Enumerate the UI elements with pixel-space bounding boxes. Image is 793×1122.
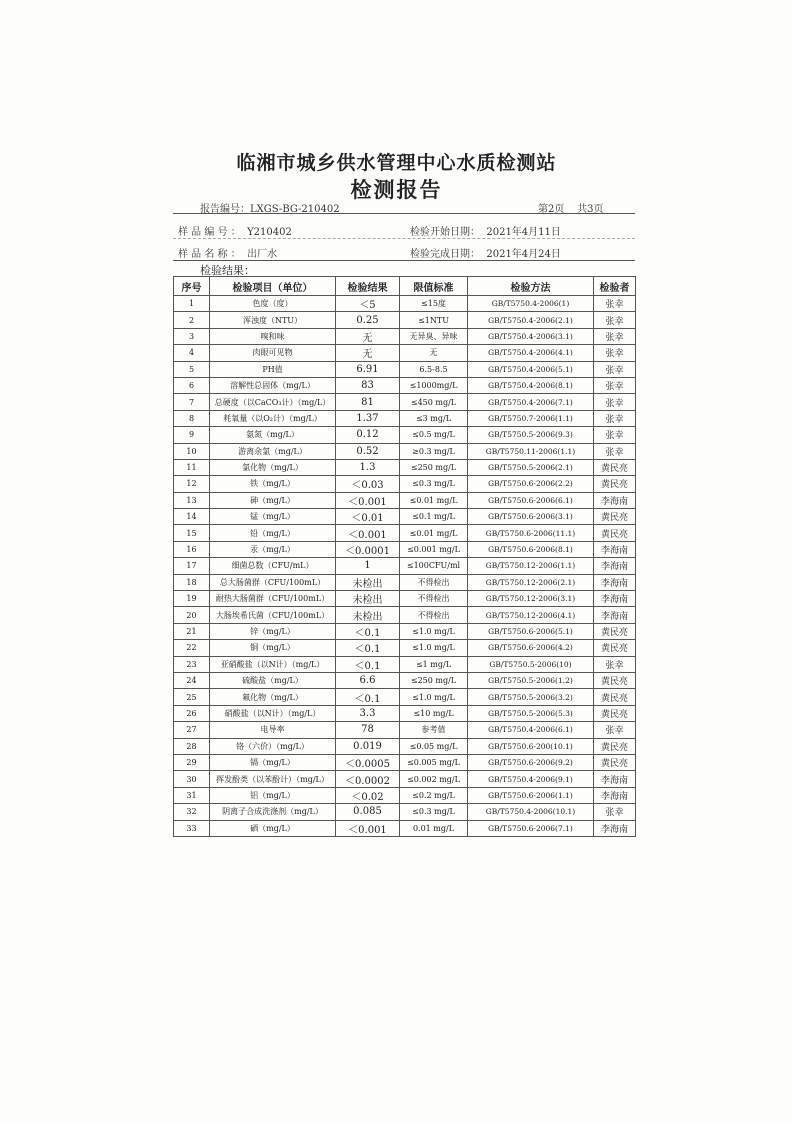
cell-result: ＜0.02 — [336, 787, 400, 803]
col-header-limit: 限值标准 — [400, 277, 468, 296]
cell-item: PH值 — [210, 361, 336, 377]
cell-method: GB/T5750.5-2006(2.1) — [468, 459, 594, 475]
cell-method: GB/T5750.6-2006(1.1) — [468, 787, 594, 803]
report-number-label: 报告编号： — [200, 204, 250, 215]
cell-result: 无 — [336, 328, 400, 344]
cell-method: GB/T5750.4-2006(7.1) — [468, 394, 594, 410]
col-header-method: 检验方法 — [468, 277, 594, 296]
cell-limit: 不得检出 — [400, 574, 468, 590]
cell-result: ＜0.1 — [336, 623, 400, 639]
cell-limit: ≤0.01 mg/L — [400, 525, 468, 541]
cell-item: 亚硝酸盐（以N计）（mg/L） — [210, 656, 336, 672]
cell-item: 嗅和味 — [210, 328, 336, 344]
cell-result: 未检出 — [336, 574, 400, 590]
cell-item: 电导率 — [210, 722, 336, 738]
cell-method: GB/T5750.12-2006(1.1) — [468, 558, 594, 574]
cell-item: 锌（mg/L） — [210, 623, 336, 639]
table-row — [174, 312, 636, 328]
cell-method: GB/T5750.6-200(10.1) — [468, 738, 594, 754]
cell-inspector: 张幸 — [594, 328, 636, 344]
table-row — [174, 607, 636, 623]
page-total: 共3页 — [577, 204, 604, 215]
cell-result: 6.6 — [336, 672, 400, 688]
cell-limit: ≤0.2 mg/L — [400, 787, 468, 803]
cell-inspector: 张幸 — [594, 345, 636, 361]
cell-limit: ≤0.05 mg/L — [400, 738, 468, 754]
cell-limit: 参考值 — [400, 722, 468, 738]
cell-index: 17 — [174, 558, 210, 574]
table-row — [174, 410, 636, 426]
table-row — [174, 328, 636, 344]
table-row — [174, 345, 636, 361]
table-header-row — [174, 277, 636, 296]
table-row — [174, 574, 636, 590]
table-row — [174, 722, 636, 738]
cell-limit: 不得检出 — [400, 591, 468, 607]
cell-limit: ≤0.001 mg/L — [400, 541, 468, 557]
cell-limit: ≤1NTU — [400, 312, 468, 328]
end-date-value: 2021年4月24日 — [486, 249, 561, 260]
table-row — [174, 738, 636, 754]
cell-result: ＜0.0002 — [336, 771, 400, 787]
cell-method: GB/T5750.5-2006(10) — [468, 656, 594, 672]
cell-limit: ≤1000mg/L — [400, 377, 468, 393]
cell-index: 2 — [174, 312, 210, 328]
cell-limit: ≤1.0 mg/L — [400, 640, 468, 656]
cell-result: ＜0.001 — [336, 525, 400, 541]
sample-name — [178, 245, 277, 260]
cell-inspector: 黄民亮 — [594, 705, 636, 721]
cell-method: GB/T5750.4-2006(10.1) — [468, 804, 594, 820]
cell-limit: ≤10 mg/L — [400, 705, 468, 721]
cell-index: 6 — [174, 377, 210, 393]
cell-result: 无 — [336, 345, 400, 361]
cell-method: GB/T5750.11-2006(1.1) — [468, 443, 594, 459]
sample-number-value: Y210402 — [247, 227, 292, 238]
table-row — [174, 443, 636, 459]
cell-limit: 无异臭、异味 — [400, 328, 468, 344]
cell-inspector: 张幸 — [594, 361, 636, 377]
table-row — [174, 623, 636, 639]
cell-inspector: 张幸 — [594, 410, 636, 426]
cell-limit: 0.01 mg/L — [400, 820, 468, 836]
cell-index: 5 — [174, 361, 210, 377]
cell-inspector: 张幸 — [594, 427, 636, 443]
cell-index: 16 — [174, 541, 210, 557]
cell-method: GB/T5750.12-2006(4.1) — [468, 607, 594, 623]
cell-result: 0.085 — [336, 804, 400, 820]
cell-inspector: 张幸 — [594, 722, 636, 738]
cell-result: ＜0.0001 — [336, 541, 400, 557]
col-header-result: 检验结果 — [336, 277, 400, 296]
cell-method: GB/T5750.6-2006(9.2) — [468, 754, 594, 770]
cell-limit: ≤0.005 mg/L — [400, 754, 468, 770]
cell-item: 铜（mg/L） — [210, 640, 336, 656]
cell-method: GB/T5750.4-2006(9.1) — [468, 771, 594, 787]
cell-method: GB/T5750.4-2006(3.1) — [468, 328, 594, 344]
cell-result: 1 — [336, 558, 400, 574]
cell-inspector: 李海南 — [594, 820, 636, 836]
table-row — [174, 820, 636, 836]
table-row — [174, 754, 636, 770]
cell-limit: ≥0.3 mg/L — [400, 443, 468, 459]
cell-limit: ≤0.5 mg/L — [400, 427, 468, 443]
report-number-value: LXGS-BG-210402 — [250, 204, 340, 215]
cell-result: 未检出 — [336, 607, 400, 623]
cell-method: GB/T5750.6-2006(7.1) — [468, 820, 594, 836]
cell-result: 1.3 — [336, 459, 400, 475]
table-row — [174, 296, 636, 312]
report-title: 检测报告 — [350, 178, 443, 202]
cell-index: 24 — [174, 672, 210, 688]
cell-method: GB/T5750.12-2006(2.1) — [468, 574, 594, 590]
cell-method: GB/T5750.6-2006(2.2) — [468, 476, 594, 492]
cell-limit: 无 — [400, 345, 468, 361]
cell-limit: ≤0.3 mg/L — [400, 804, 468, 820]
cell-index: 29 — [174, 754, 210, 770]
cell-method: GB/T5750.6-2006(8.1) — [468, 541, 594, 557]
cell-inspector: 黄民亮 — [594, 672, 636, 688]
cell-index: 3 — [174, 328, 210, 344]
cell-inspector: 黄民亮 — [594, 476, 636, 492]
table-row — [174, 640, 636, 656]
table-row — [174, 591, 636, 607]
results-table — [173, 276, 636, 837]
cell-method: GB/T5750.4-2006(8.1) — [468, 377, 594, 393]
cell-inspector: 黄民亮 — [594, 754, 636, 770]
cell-item: 色度（度） — [210, 296, 336, 312]
cell-method: GB/T5750.4-2006(5.1) — [468, 361, 594, 377]
cell-result: ＜0.1 — [336, 689, 400, 705]
cell-item: 总大肠菌群（CFU/100mL） — [210, 574, 336, 590]
cell-method: GB/T5750.5-2006(1.2) — [468, 672, 594, 688]
cell-limit: ≤100CFU/ml — [400, 558, 468, 574]
table-row — [174, 361, 636, 377]
cell-limit: ≤250 mg/L — [400, 672, 468, 688]
cell-result: 78 — [336, 722, 400, 738]
cell-method: GB/T5750.5-2006(3.2) — [468, 689, 594, 705]
cell-inspector: 张幸 — [594, 377, 636, 393]
cell-method: GB/T5750.4-2006(6.1) — [468, 722, 594, 738]
cell-method: GB/T5750.12-2006(3.1) — [468, 591, 594, 607]
cell-index: 12 — [174, 476, 210, 492]
cell-item: 铝（mg/L） — [210, 787, 336, 803]
cell-item: 硫酸盐（mg/L） — [210, 672, 336, 688]
cell-limit: ≤1 mg/L — [400, 656, 468, 672]
table-row — [174, 525, 636, 541]
cell-item: 铬（六价）（mg/L） — [210, 738, 336, 754]
cell-item: 阴离子合成洗涤剂（mg/L） — [210, 804, 336, 820]
cell-item: 细菌总数（CFU/mL） — [210, 558, 336, 574]
cell-index: 4 — [174, 345, 210, 361]
cell-item: 氟化物（mg/L） — [210, 689, 336, 705]
cell-item: 浑浊度（NTU） — [210, 312, 336, 328]
sample-number — [178, 223, 292, 238]
cell-inspector: 黄民亮 — [594, 459, 636, 475]
cell-item: 镉（mg/L） — [210, 754, 336, 770]
cell-item: 游离余氯（mg/L） — [210, 443, 336, 459]
cell-item: 总硬度（以CaCO₃计）（mg/L） — [210, 394, 336, 410]
cell-inspector: 黄民亮 — [594, 623, 636, 639]
cell-result: ＜0.03 — [336, 476, 400, 492]
cell-result: ＜0.1 — [336, 656, 400, 672]
sample-name-label: 样 品 名 称 ： — [178, 249, 241, 260]
cell-result: ＜0.001 — [336, 820, 400, 836]
end-date-label: 检验完成日期： — [410, 249, 480, 260]
col-header-item: 检验项目（单位） — [210, 277, 336, 296]
cell-method: GB/T5750.5-2006(9.3) — [468, 427, 594, 443]
cell-index: 23 — [174, 656, 210, 672]
cell-index: 18 — [174, 574, 210, 590]
cell-item: 硒（mg/L） — [210, 820, 336, 836]
cell-index: 22 — [174, 640, 210, 656]
cell-index: 25 — [174, 689, 210, 705]
cell-index: 15 — [174, 525, 210, 541]
cell-limit: ≤15度 — [400, 296, 468, 312]
cell-method: GB/T5750.6-2006(3.1) — [468, 509, 594, 525]
cell-result: 3.3 — [336, 705, 400, 721]
table-row — [174, 672, 636, 688]
cell-index: 14 — [174, 509, 210, 525]
cell-item: 挥发酚类（以苯酚计）（mg/L） — [210, 771, 336, 787]
cell-item: 耗氧量（以O₂计）（mg/L） — [210, 410, 336, 426]
cell-limit: ≤250 mg/L — [400, 459, 468, 475]
table-row — [174, 656, 636, 672]
cell-item: 硝酸盐（以N计）（mg/L） — [210, 705, 336, 721]
table-row — [174, 689, 636, 705]
cell-result: ＜0.001 — [336, 492, 400, 508]
cell-index: 26 — [174, 705, 210, 721]
table-row — [174, 558, 636, 574]
cell-limit: ≤1.0 mg/L — [400, 623, 468, 639]
sample-number-label: 样 品 编 号 ： — [178, 227, 241, 238]
page-number: 第2页 — [538, 204, 565, 215]
cell-result: 0.52 — [336, 443, 400, 459]
cell-result: 未检出 — [336, 591, 400, 607]
cell-result: 0.019 — [336, 738, 400, 754]
cell-item: 肉眼可见物 — [210, 345, 336, 361]
cell-inspector: 张幸 — [594, 394, 636, 410]
cell-index: 9 — [174, 427, 210, 443]
cell-inspector: 黄民亮 — [594, 738, 636, 754]
organization-title: 临湘市城乡供水管理中心水质检测站 — [236, 152, 557, 174]
cell-index: 10 — [174, 443, 210, 459]
cell-inspector: 李海南 — [594, 492, 636, 508]
cell-inspector: 张幸 — [594, 656, 636, 672]
cell-limit: 6.5-8.5 — [400, 361, 468, 377]
cell-index: 27 — [174, 722, 210, 738]
cell-item: 溶解性总固体（mg/L） — [210, 377, 336, 393]
start-date — [410, 223, 561, 238]
cell-result: 0.25 — [336, 312, 400, 328]
table-row — [174, 427, 636, 443]
cell-result: ＜0.01 — [336, 509, 400, 525]
cell-inspector: 李海南 — [594, 541, 636, 557]
cell-inspector: 李海南 — [594, 558, 636, 574]
meta-divider — [173, 238, 635, 239]
cell-limit: ≤0.01 mg/L — [400, 492, 468, 508]
cell-result: 81 — [336, 394, 400, 410]
results-label: 检验结果： — [200, 264, 255, 277]
cell-result: 0.12 — [336, 427, 400, 443]
cell-inspector: 黄民亮 — [594, 509, 636, 525]
cell-index: 32 — [174, 804, 210, 820]
cell-index: 1 — [174, 296, 210, 312]
table-row — [174, 377, 636, 393]
cell-inspector: 张幸 — [594, 804, 636, 820]
cell-limit: ≤3 mg/L — [400, 410, 468, 426]
cell-limit: 不得检出 — [400, 607, 468, 623]
cell-index: 8 — [174, 410, 210, 426]
cell-method: GB/T5750.6-2006(6.1) — [468, 492, 594, 508]
cell-item: 氨氮（mg/L） — [210, 427, 336, 443]
cell-method: GB/T5750.7-2006(1.1) — [468, 410, 594, 426]
cell-item: 铅（mg/L） — [210, 525, 336, 541]
cell-result: ＜5 — [336, 296, 400, 312]
table-row — [174, 771, 636, 787]
cell-limit: ≤450 mg/L — [400, 394, 468, 410]
table-row — [174, 476, 636, 492]
cell-item: 氯化物（mg/L） — [210, 459, 336, 475]
cell-inspector: 张幸 — [594, 312, 636, 328]
cell-limit: ≤0.3 mg/L — [400, 476, 468, 492]
cell-index: 30 — [174, 771, 210, 787]
sample-name-value: 出厂水 — [247, 249, 278, 260]
cell-result: 6.91 — [336, 361, 400, 377]
cell-result: ＜0.1 — [336, 640, 400, 656]
cell-index: 7 — [174, 394, 210, 410]
table-row — [174, 509, 636, 525]
cell-index: 19 — [174, 591, 210, 607]
header-rule-bottom — [173, 260, 635, 261]
table-row — [174, 804, 636, 820]
cell-index: 33 — [174, 820, 210, 836]
cell-method: GB/T5750.4-2006(1) — [468, 296, 594, 312]
cell-inspector: 李海南 — [594, 787, 636, 803]
cell-item: 耐热大肠菌群（CFU/100mL） — [210, 591, 336, 607]
cell-method: GB/T5750.6-2006(11.1) — [468, 525, 594, 541]
cell-inspector: 李海南 — [594, 607, 636, 623]
cell-inspector: 张幸 — [594, 296, 636, 312]
cell-item: 汞（mg/L） — [210, 541, 336, 557]
table-body — [174, 296, 636, 837]
cell-inspector: 黄民亮 — [594, 640, 636, 656]
cell-limit: ≤0.002 mg/L — [400, 771, 468, 787]
cell-index: 11 — [174, 459, 210, 475]
start-date-value: 2021年4月11日 — [486, 227, 561, 238]
cell-result: 1.37 — [336, 410, 400, 426]
cell-result: ＜0.0005 — [336, 754, 400, 770]
table-row — [174, 492, 636, 508]
cell-inspector: 李海南 — [594, 591, 636, 607]
cell-inspector: 李海南 — [594, 771, 636, 787]
table-row — [174, 541, 636, 557]
cell-result: 83 — [336, 377, 400, 393]
table-row — [174, 705, 636, 721]
cell-index: 20 — [174, 607, 210, 623]
table-row — [174, 787, 636, 803]
cell-limit: ≤0.1 mg/L — [400, 509, 468, 525]
cell-item: 锰（mg/L） — [210, 509, 336, 525]
table-row — [174, 394, 636, 410]
cell-limit: ≤1.0 mg/L — [400, 689, 468, 705]
cell-index: 21 — [174, 623, 210, 639]
cell-item: 砷（mg/L） — [210, 492, 336, 508]
cell-index: 28 — [174, 738, 210, 754]
cell-method: GB/T5750.6-2006(4.2) — [468, 640, 594, 656]
table-row — [174, 459, 636, 475]
cell-method: GB/T5750.5-2006(5.3) — [468, 705, 594, 721]
start-date-label: 检验开始日期： — [410, 227, 480, 238]
cell-method: GB/T5750.4-2006(2.1) — [468, 312, 594, 328]
col-header-inspector: 检验者 — [594, 277, 636, 296]
col-header-index: 序号 — [174, 277, 210, 296]
cell-inspector: 李海南 — [594, 574, 636, 590]
header-rule-top — [173, 213, 635, 214]
cell-index: 31 — [174, 787, 210, 803]
end-date — [410, 245, 561, 260]
cell-inspector: 黄民亮 — [594, 525, 636, 541]
cell-method: GB/T5750.6-2006(5.1) — [468, 623, 594, 639]
cell-method: GB/T5750.4-2006(4.1) — [468, 345, 594, 361]
cell-inspector: 黄民亮 — [594, 689, 636, 705]
cell-item: 大肠埃希氏菌（CFU/100mL） — [210, 607, 336, 623]
cell-item: 铁（mg/L） — [210, 476, 336, 492]
cell-inspector: 张幸 — [594, 443, 636, 459]
cell-index: 13 — [174, 492, 210, 508]
